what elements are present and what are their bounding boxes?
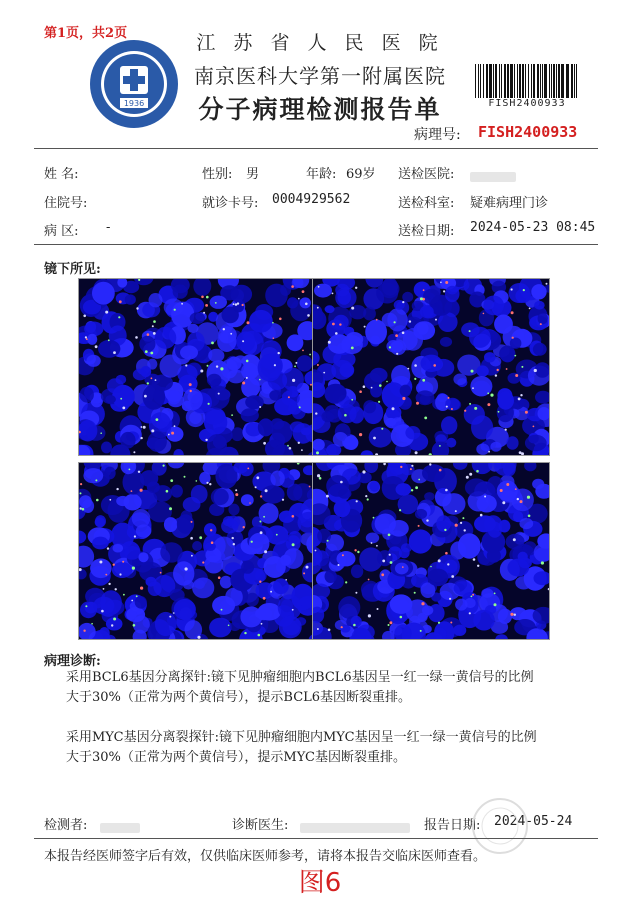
diagnosis-myc-line2: 大于30%（正常为两个黄信号），提示MYC基因断裂重排。 — [66, 750, 407, 765]
card-label: 就诊卡号: — [202, 196, 259, 211]
gender-label: 性别: — [202, 167, 233, 182]
ward-value: - — [106, 220, 111, 235]
age-label: 年龄: — [306, 167, 337, 182]
diagnosis-title: 病理诊断: — [44, 654, 101, 669]
ward-label: 病 区: — [44, 224, 79, 239]
barcode-text: FISH2400933 — [488, 98, 566, 109]
report-date: 2024-05-24 — [494, 814, 573, 829]
hospital-name-line1: 江 苏 省 人 民 医 院 — [196, 32, 444, 54]
diagnosis-bcl6-line1: 采用BCL6基因分离探针:镜下见肿瘤细胞内BCL6基因呈一红一绿一黄信号的比例 — [66, 670, 534, 685]
card-no: 0004929562 — [272, 192, 351, 207]
gender-value: 男 — [246, 167, 260, 182]
name-label: 姓 名: — [44, 167, 79, 182]
date-value: 2024-05-23 08:45 — [470, 220, 596, 235]
fish-image-1 — [78, 278, 316, 456]
logo-year: 1936 — [123, 99, 145, 108]
hospital-label: 送检医院: — [398, 167, 455, 182]
age-value: 69岁 — [346, 167, 376, 182]
inpatient-label: 住院号: — [44, 196, 88, 211]
date-label: 送检日期: — [398, 224, 455, 239]
fish-image-4 — [312, 462, 550, 640]
fish-image-2 — [312, 278, 550, 456]
tester-signature — [100, 817, 140, 836]
figure-label: 图6 — [298, 868, 342, 898]
pathology-no: FISH2400933 — [478, 123, 578, 141]
signoff-divider — [34, 838, 598, 839]
info-divider — [34, 244, 598, 245]
doctor-signature — [300, 817, 410, 836]
diagnosis-bcl6-line2: 大于30%（正常为两个黄信号），提示BCL6基因断裂重排。 — [66, 690, 412, 705]
footer-note: 本报告经医师签字后有效，仅供临床医师参考，请将本报告交临床医师查看。 — [44, 849, 487, 864]
header-divider — [34, 148, 598, 149]
dept-label: 送检科室: — [398, 196, 455, 211]
pathology-no-label: 病理号: — [414, 127, 461, 143]
hospital-name-line2: 南京医科大学第一附属医院 — [194, 64, 446, 88]
report-title: 分子病理检测报告单 — [198, 95, 442, 124]
page-label: 第1页，共2页 — [44, 26, 128, 41]
dept-value: 疑难病理门诊 — [470, 196, 549, 211]
tester-label: 检测者: — [44, 818, 88, 833]
microscopy-title: 镜下所见: — [44, 262, 101, 277]
report-date-label: 报告日期: — [424, 818, 481, 833]
hospital-redacted — [470, 166, 516, 185]
fish-image-3 — [78, 462, 316, 640]
diagnosis-myc-line1: 采用MYC基因分离裂探针:镜下见肿瘤细胞内MYC基因呈一红一绿一黄信号的比例 — [66, 730, 537, 745]
barcode — [474, 64, 580, 98]
doctor-label: 诊断医生: — [232, 818, 289, 833]
